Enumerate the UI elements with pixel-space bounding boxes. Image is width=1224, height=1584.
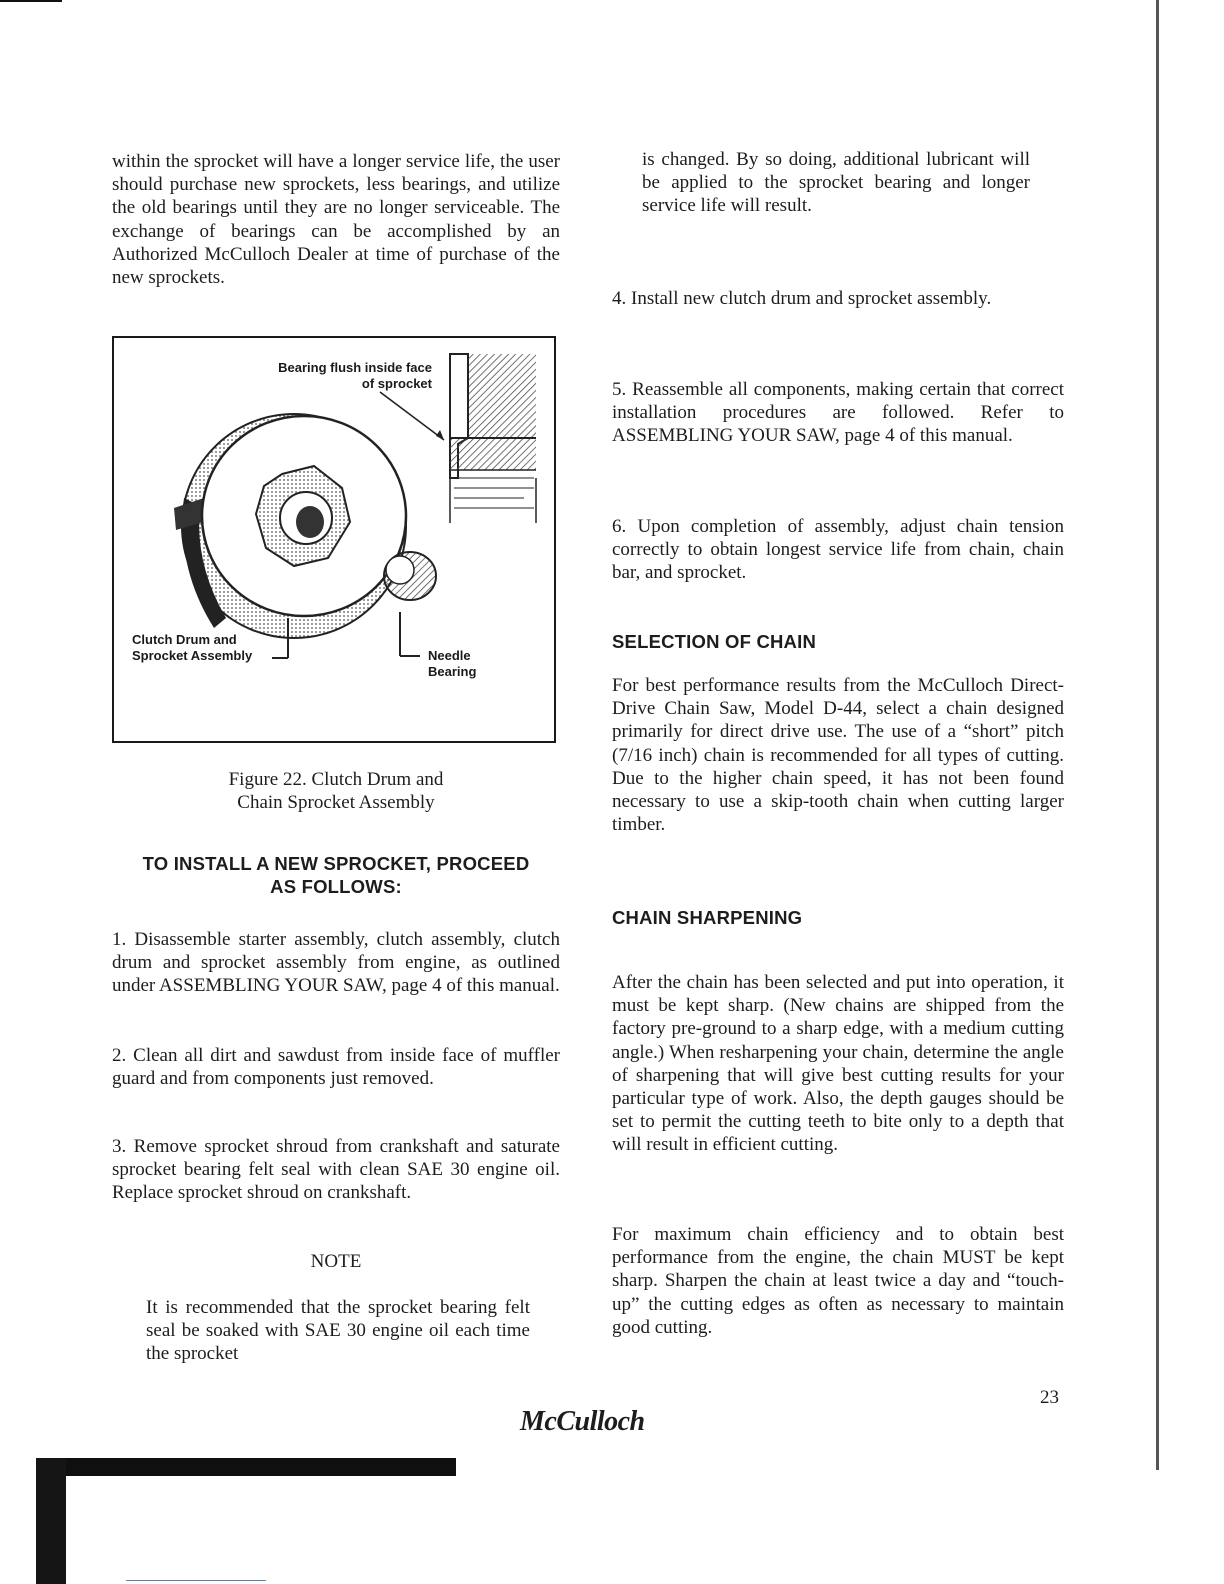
callout-bearing-flush: Bearing flush inside face of sprocket [278,360,432,391]
step-5 [612,378,1064,448]
cross-section-bearing-band [450,438,536,470]
sharpening-text-2: For maximum chain efficiency and to obtain best performance from the engine, the chain MUST be kept sharp. Sharpen the chain at least twice a day and “touch-up” the cutting edges as often as necessary to maintain good cutting. [612,1224,1064,1338]
note-continued [642,148,1030,218]
step-1 [112,928,560,998]
mcculloch-logo: McCulloch [520,1406,645,1437]
sharpening-paragraph-2 [612,1223,1064,1339]
install-heading-line-1: TO INSTALL A NEW SPROCKET, PROCEED [142,853,530,874]
sharpening-text-1: After the chain has been selected and put into operation, it must be kept sharp. (New chains are shipped from the factory pre-ground to a sharp edge, with a medium cutting angle.) When resharpening your chain, determine the angle of sharpening that will give best cutting results for your particular type of work. Also, the depth gauges should be set to permit the cutting teeth to bite only to a depth that will result in efficient cutting. [612,972,1064,1156]
leader-bearing-flush [380,392,444,440]
selection-paragraph [612,674,1064,836]
caption-line-2: Chain Sprocket Assembly [237,792,435,814]
clutch-drum-illustration [114,338,554,741]
step-6-text: 6. Upon completion of assembly, adjust chain tension correctly to obtain longest service life from chain, chain bar, and sprocket. [612,516,1064,584]
sharpening-heading [612,906,1064,929]
selection-heading-text: SELECTION OF CHAIN [612,631,817,652]
note-continued-text: is changed. By so doing, additional lubricant will be applied to the sprocket bearing and longer service life will result. [642,149,1030,217]
install-heading [112,852,560,898]
scan-underline [126,1580,266,1581]
sharpening-heading-text: CHAIN SHARPENING [612,907,803,928]
step-4-text: 4. Install new clutch drum and sprocket assembly. [612,288,992,309]
step-3 [112,1135,560,1205]
figure-caption [112,768,560,814]
selection-text: For best performance results from the McCulloch Direct-Drive Chain Saw, Model D-44, select a chain designed primarily for direct drive use. The use of a “short” pitch (7/16 inch) chain is recommended for all types of cutting. Due to the higher chain speed, it has not been found necessary to use a skip-tooth chain when cutting larger timber. [612,675,1064,836]
scan-edge-top [0,0,62,2]
step-3-text: 3. Remove sprocket shroud from crankshaft and saturate sprocket bearing felt seal with clean SAE 30 engine oil. Replace sprocket shroud on crankshaft. [112,1136,560,1204]
note-title-text: NOTE [310,1251,362,1272]
scan-edge-right [1156,0,1159,1470]
scan-edge-left [36,1458,66,1584]
step-4 [612,287,1064,310]
intro-text: within the sprocket will have a longer service life, the user should purchase new sprockets, less bearings, and utilize the old bearings until they are no longer serviceable. The exchange of bearings can be accomplished by an Authorized McCulloch Dealer at time of purchase of the new sprockets. [112,151,560,289]
callout-needle-bearing: Needle Bearing [428,648,477,679]
note-title [112,1250,560,1273]
step-2 [112,1044,560,1090]
figure-clutch-drum [112,336,556,743]
cross-section-upper [468,354,536,438]
step-5-text: 5. Reassemble all components, making certain that correct installation procedures are followed. Refer to ASSEMBLING YOUR SAW, page 4 of this manual. [612,379,1064,447]
step-6 [612,515,1064,585]
note-body [146,1296,530,1366]
scan-edge-bottom [36,1458,456,1476]
page-number: 23 [1040,1387,1059,1408]
note-body-text: It is recommended that the sprocket bearing felt seal be soaked with SAE 30 engine oil each time the sprocket [146,1297,530,1365]
sharpening-paragraph-1 [612,971,1064,1157]
callout-clutch-drum: Clutch Drum and Sprocket Assembly [132,632,253,663]
caption-line-1: Figure 22. Clutch Drum and [228,769,444,790]
install-heading-line-2: AS FOLLOWS: [270,876,402,897]
step-2-text: 2. Clean all dirt and sawdust from inside face of muffler guard and from components just removed. [112,1045,560,1090]
selection-heading [612,630,1064,653]
step-1-text: 1. Disassemble starter assembly, clutch assembly, clutch drum and sprocket assembly from engine, as outlined under ASSEMBLING YOUR SAW, page 4 of this manual. [112,929,560,997]
left-intro-paragraph [112,150,560,289]
